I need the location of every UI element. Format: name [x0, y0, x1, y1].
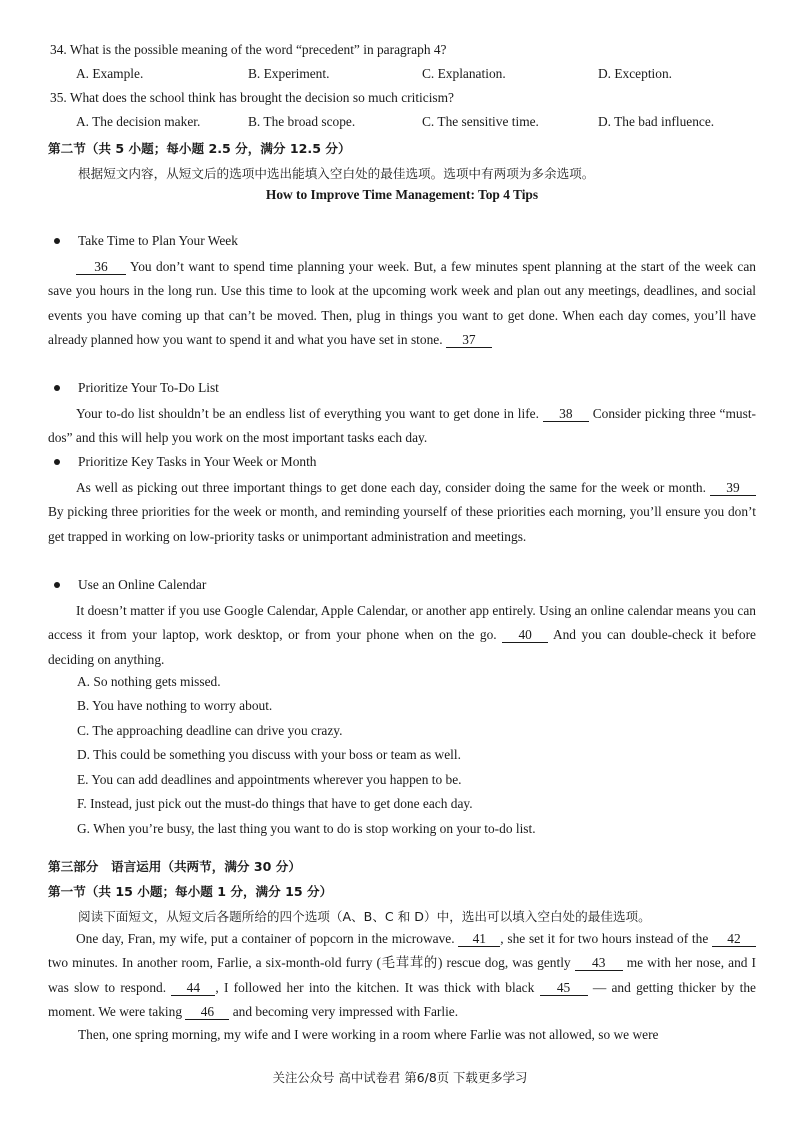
blank-45: 45 — [540, 980, 588, 996]
question-35: 35. What does the school think has brought the decision so much criticism? — [50, 90, 455, 105]
blank-43: 43 — [575, 955, 623, 971]
tip-2-paragraph — [48, 402, 756, 451]
bullet-icon — [54, 238, 60, 244]
passage-title: How to Improve Time Management: Top 4 Tips — [265, 187, 539, 202]
tip-4-paragraph — [48, 599, 756, 672]
choice-e: E. You can add deadlines and appointments wherever you happen to be. — [77, 772, 462, 787]
choice-c: C. The approaching deadline can drive you crazy. — [77, 723, 343, 738]
cloze-text-g: and becoming very impressed with Farlie. — [229, 1004, 459, 1020]
tip-2-heading: Prioritize Your To-Do List — [78, 380, 219, 395]
q35-option-c: C. The sensitive time. — [422, 114, 539, 129]
tip-3-text-a: As well as picking out three important things to get done each day, consider doing the same for the week or month. — [76, 480, 710, 495]
q34-option-d: D. Exception. — [598, 66, 673, 81]
tip-1-paragraph — [48, 255, 756, 353]
blank-39: 39 — [710, 480, 756, 496]
cloze-paragraph-2: Then, one spring morning, my wife and I were working in a room where Farlie was not allowed, so we were — [78, 1027, 659, 1042]
part3-heading: 第三部分 语言运用（共两节，满分 30 分） — [48, 859, 301, 874]
tip-1-heading: Take Time to Plan Your Week — [78, 233, 238, 248]
cloze-text-f: — and getting thicker by the moment. We were taking — [48, 979, 756, 1020]
blank-36: 36 — [76, 259, 126, 275]
q35-option-b: B. The broad scope. — [248, 114, 356, 129]
q34-option-a: A. Example. — [76, 66, 144, 81]
blank-38: 38 — [543, 406, 589, 422]
tip-4-text-b: And you can double-check it before deciding on anything. — [48, 627, 756, 667]
choice-b: B. You have nothing to worry about. — [77, 698, 273, 713]
cloze-text-d: me with her nose, and I was slow to respond. — [48, 955, 756, 995]
blank-46: 46 — [185, 1004, 229, 1020]
tip-2-text-a: Your to-do list shouldn’t be an endless list of everything you want to get done in life. — [76, 406, 543, 421]
cloze-text-b: , she set it for two hours instead of the — [500, 931, 712, 946]
tip-3-heading: Prioritize Key Tasks in Your Week or Month — [78, 454, 317, 469]
tip-3-text-b: By picking three priorities for the week or month, and reminding yourself of these priorities each morning, you’ll ensure you don’t get trapped in working on low-priority tasks or unimportant administration and meetings. — [48, 504, 756, 544]
choice-d: D. This could be something you discuss with your boss or team as well. — [77, 747, 461, 762]
blank-40: 40 — [502, 627, 548, 643]
blank-44: 44 — [171, 980, 215, 996]
q34-option-b: B. Experiment. — [248, 66, 330, 81]
tip-1-text: You don’t want to spend time planning your week. But, a few minutes spent planning at the start of the week can save you hours in the long run. Use this time to look at the upcoming work week and plan out any meetings, deadlines, and social events you have coming up that can’t be moved. Then, plug in things you want to get done. When each day comes, you’ll have already planned how you want to spend it and what you have set in stone. — [48, 259, 756, 348]
blank-42: 42 — [712, 931, 756, 947]
tip-2-text-b: Consider picking three “must-dos” and this will help you work on the most important tasks each day. — [48, 406, 756, 446]
bullet-icon — [54, 385, 60, 391]
choice-f: F. Instead, just pick out the must-do things that have to get done each day. — [77, 796, 473, 811]
cloze-text-e: , I followed her into the kitchen. It was thick with black — [215, 979, 540, 995]
choice-a: A. So nothing gets missed. — [77, 674, 221, 689]
cloze-text-a: One day, Fran, my wife, put a container of popcorn in the microwave. — [76, 931, 459, 946]
section2-instruction: 根据短文内容，从短文后的选项中选出能填入空白处的最佳选项。选项中有两项为多余选项。 — [78, 166, 595, 181]
blank-41: 41 — [458, 931, 500, 947]
part3-section1-heading: 第一节（共 15 小题；每小题 1 分，满分 15 分） — [48, 884, 333, 899]
bullet-icon — [54, 459, 60, 465]
choice-g: G. When you’re busy, the last thing you want to do is stop working on your to-do list. — [77, 821, 536, 836]
tip-3-paragraph — [48, 476, 756, 549]
blank-37: 37 — [446, 332, 492, 348]
q35-option-a: A. The decision maker. — [76, 114, 201, 129]
tip-4-heading: Use an Online Calendar — [78, 577, 207, 592]
part3-instruction: 阅读下面短文，从短文后各题所给的四个选项（A、B、C 和 D）中，选出可以填入空白处的最佳选项。 — [78, 909, 651, 924]
question-34: 34. What is the possible meaning of the word “precedent” in paragraph 4? — [50, 42, 447, 57]
page-footer: 关注公众号 高中试卷君 第6/8页 下载更多学习 — [272, 1070, 528, 1085]
bullet-icon — [54, 582, 60, 588]
q34-option-c: C. Explanation. — [422, 66, 506, 81]
cloze-paragraph-1 — [48, 927, 756, 1025]
tip-4-text-a: It doesn’t matter if you use Google Calendar, Apple Calendar, or another app entirely. Using an online calendar means you can access it from your laptop, work desktop, or from your phone when on the go. — [48, 603, 756, 643]
section2-heading: 第二节（共 5 小题；每小题 2.5 分，满分 12.5 分） — [48, 141, 351, 156]
q35-option-d: D. The bad influence. — [598, 114, 715, 129]
cloze-text-c: two minutes. In another room, Farlie, a six-month-old furry (毛茸茸的) rescue dog, was gently — [48, 955, 575, 971]
